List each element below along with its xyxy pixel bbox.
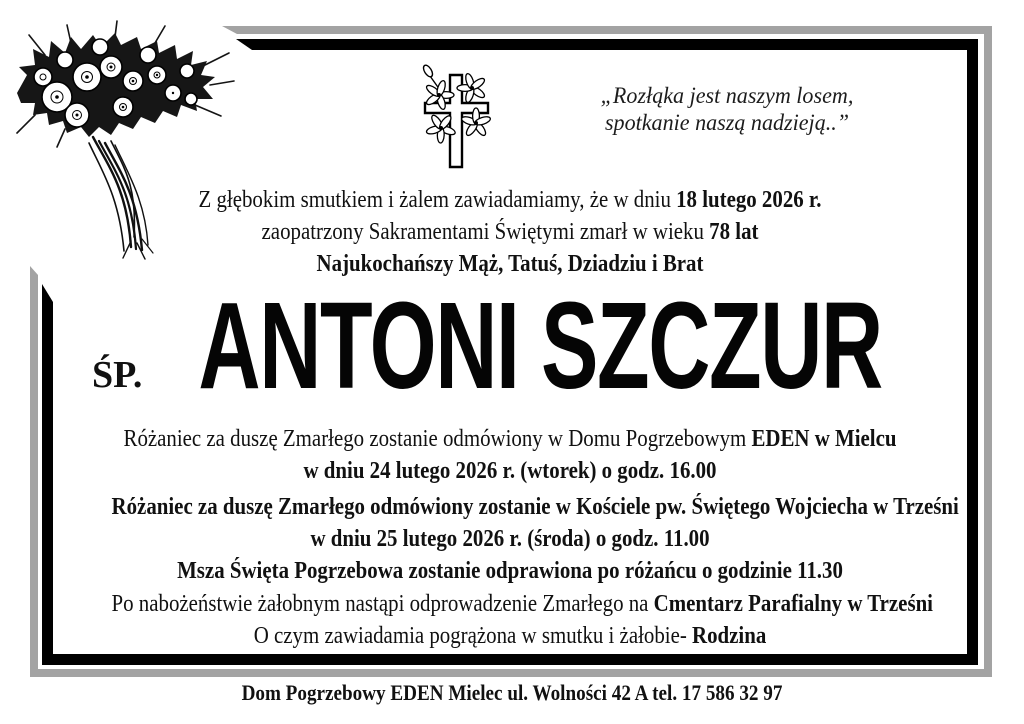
deceased-name bbox=[52, 278, 968, 415]
procession-line-2: O czym zawiadamia pogrążona w smutku i żałobie- Rodzina bbox=[253, 623, 767, 649]
epitaph-quote bbox=[569, 82, 886, 136]
rosary-church-line-2: w dniu 25 lutego 2026 r. (środa) o godz. 11.00 bbox=[310, 526, 710, 552]
cross-with-lilies-icon bbox=[408, 58, 520, 193]
announcement-line-3: Najukochańszy Mąż, Tatuś, Dziadziu i Brat bbox=[316, 251, 704, 277]
announcement-line-2: zaopatrzony Sakramentami Świętymi zmarł w wieku 78 lat bbox=[261, 219, 759, 245]
rosary-home-line-1: Różaniec za duszę Zmarłego zostanie odmówiony w Domu Pogrzebowym EDEN w Mielcu bbox=[123, 426, 897, 452]
footer-contact: Dom Pogrzebowy EDEN Mielec ul. Wolności 42 A tel. 17 586 32 97 bbox=[241, 680, 783, 705]
sp-abbreviation: ŚP. bbox=[92, 354, 143, 396]
announcement-line-1: Z głębokim smutkiem i żalem zawiadamiamy, że w dniu 18 lutego 2026 r. bbox=[198, 187, 822, 213]
rosary-home-line-2: w dniu 24 lutego 2026 r. (wtorek) o godz. 16.00 bbox=[303, 458, 717, 484]
procession-line-1: Po nabożeństwie żałobnym nastąpi odprowadzenie Zmarłego na Cmentarz Parafialny w Trześni bbox=[111, 591, 933, 617]
epitaph-quote-line2: spotkanie naszą nadzieją..” bbox=[604, 110, 850, 135]
deceased-name-text: ANTONI SZCZUR bbox=[198, 278, 882, 415]
rosary-church-line-3: Msza Święta Pogrzebowa zostanie odprawiona po różańcu o godzinie 11.30 bbox=[177, 558, 843, 584]
rosary-church-line-1: Różaniec za duszę Zmarłego odmówiony zostanie w Kościele pw. Świętego Wojciecha w Trześni bbox=[111, 494, 959, 520]
epitaph-quote-line1: „Rozłąka jest naszym losem, bbox=[600, 83, 854, 108]
